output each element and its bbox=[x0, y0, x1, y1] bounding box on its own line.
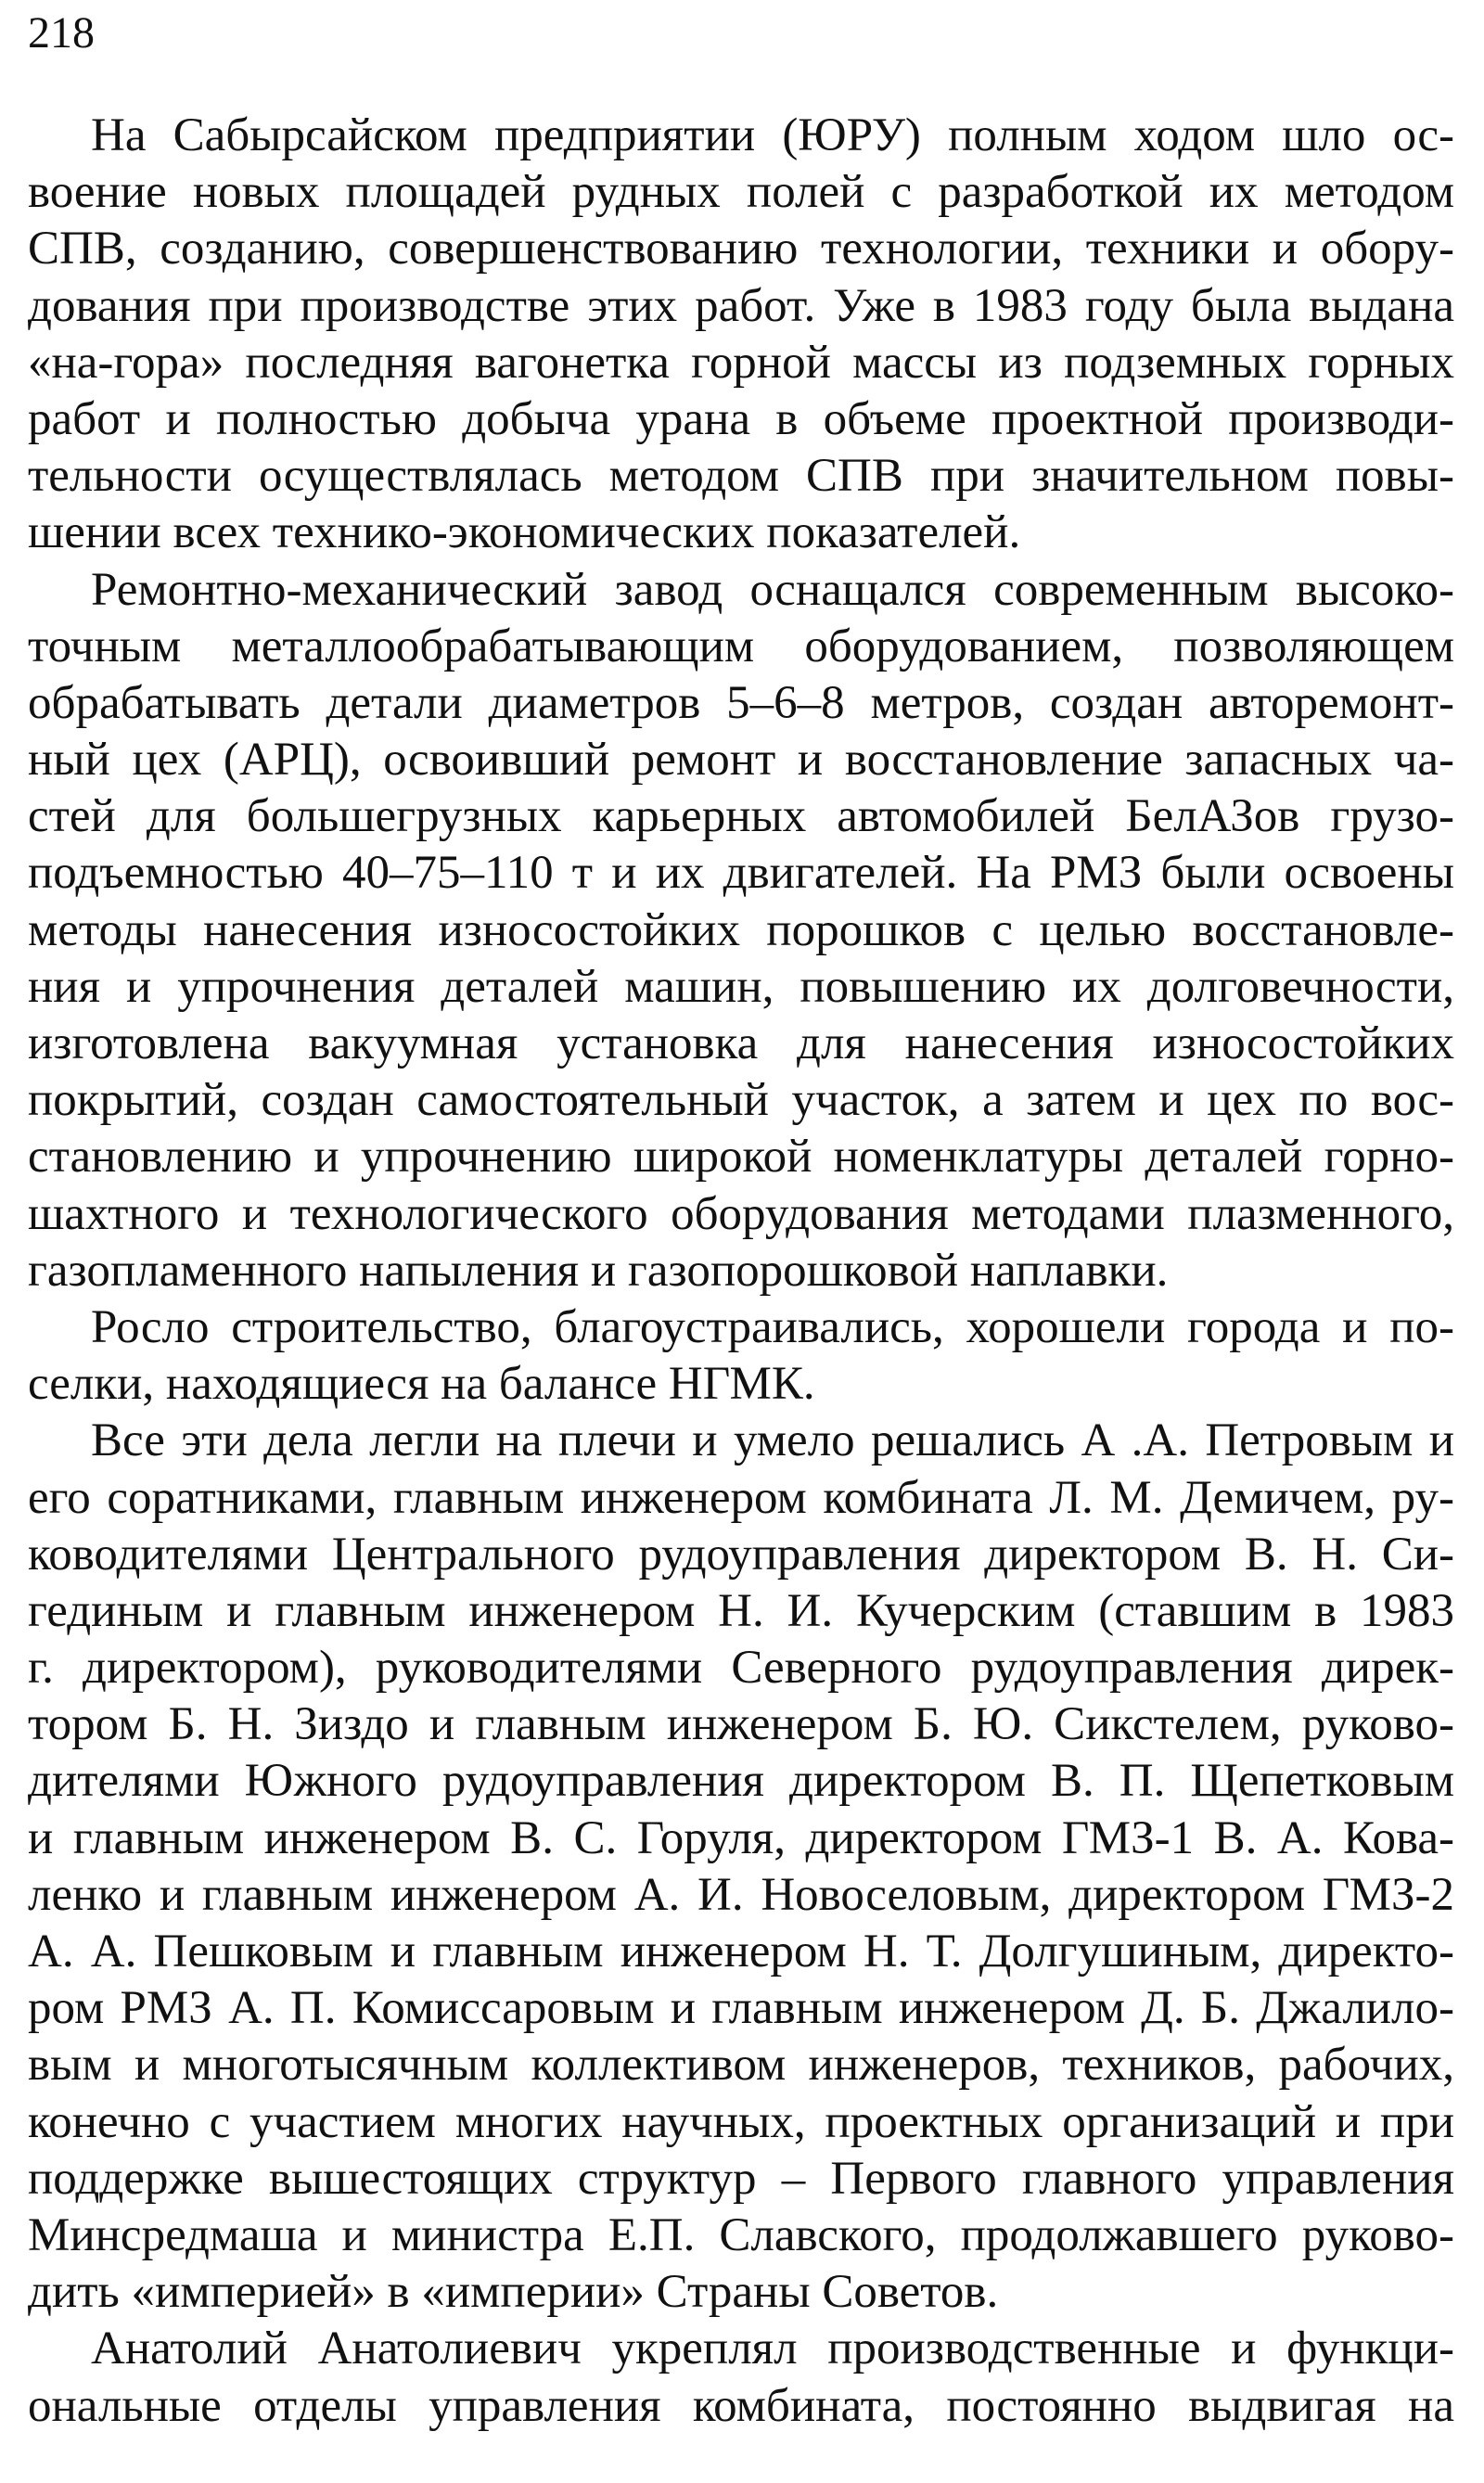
text-line: дить «империей» в «империи» Страны Советов. bbox=[28, 2266, 999, 2319]
text-line: «на-гора» последняя вагонетка горной массы из подземных горных bbox=[28, 336, 1454, 389]
text-line: покрытий, создан самостоятельный участок, а затем и цех по вос- bbox=[28, 1074, 1454, 1127]
text-line: ональные отделы управления комбината, постоянно выдвигая на bbox=[28, 2379, 1454, 2432]
text-line: селки, находящиеся на балансе НГМК. bbox=[28, 1358, 815, 1411]
text-line: работ и полностью добыча урана в объеме проектной производи- bbox=[28, 392, 1454, 445]
text-line: Минсредмаша и министра Е.П. Славского, продолжавшего руково- bbox=[28, 2208, 1454, 2261]
text-line: вым и многотысячным коллективом инженеров, техников, рабочих, bbox=[28, 2039, 1454, 2092]
text-line: газопламенного напыления и газопорошковой наплавки. bbox=[28, 1244, 1169, 1297]
text-line: Росло строительство, благоустраивались, хорошели города и по- bbox=[91, 1300, 1454, 1353]
text-line: Ремонтно-механический завод оснащался современным высоко- bbox=[91, 563, 1454, 616]
text-body bbox=[28, 108, 1454, 2435]
text-line: ленко и главным инженером А. И. Новоселовым, директором ГМЗ-2 bbox=[28, 1868, 1454, 1921]
text-line: ный цех (АРЦ), освоивший ремонт и восстановление запасных ча- bbox=[28, 734, 1454, 787]
text-line: г. директором), руководителями Северного рудоуправления дирек- bbox=[28, 1642, 1454, 1695]
paragraph bbox=[28, 562, 1454, 1299]
text-line: изготовлена вакуумная установка для нанесения износостойких bbox=[28, 1018, 1454, 1069]
text-line: становлению и упрочнению широкой номенклатуры деталей горно- bbox=[28, 1131, 1454, 1184]
text-line: стей для большегрузных карьерных автомобилей БелАЗов грузо- bbox=[28, 790, 1454, 843]
text-line: СПВ, созданию, совершенствованию технологии, техники и обору- bbox=[28, 223, 1454, 275]
text-line: дования при производстве этих работ. Уже в 1983 году была выдана bbox=[28, 279, 1454, 332]
text-line: обрабатывать детали диаметров 5–6–8 метров, создан авторемонт- bbox=[28, 676, 1454, 729]
text-line: Анатолий Анатолиевич укреплял производственные и функци- bbox=[91, 2323, 1454, 2375]
text-line: тором Б. Н. Зиздо и главным инженером Б. Ю. Сикстелем, руково- bbox=[28, 1698, 1454, 1751]
text-line: шении всех технико-экономических показателей. bbox=[28, 506, 1021, 559]
text-line: На Сабырсайском предприятии (ЮРУ) полным ходом шло ос- bbox=[91, 109, 1454, 161]
text-line: ния и упрочнения деталей машин, повышению их долговечности, bbox=[28, 960, 1454, 1013]
text-line: Все эти дела легли на плечи и умело решались А .А. Петровым и bbox=[91, 1414, 1454, 1467]
text-line: ководителями Центрального рудоуправления директором В. Н. Си- bbox=[28, 1528, 1454, 1581]
paragraph bbox=[28, 108, 1454, 562]
text-line: дителями Южного рудоуправления директором В. П. Щепетковым bbox=[28, 1755, 1454, 1808]
text-line: А. А. Пешковым и главным инженером Н. Т. Долгушиным, директо- bbox=[28, 1926, 1454, 1977]
text-line: подъемностью 40–75–110 т и их двигателей. На РМЗ были освоены bbox=[28, 847, 1454, 900]
text-line: поддержке вышестоящих структур – Первого главного управления bbox=[28, 2152, 1454, 2205]
text-line: конечно с участием многих научных, проектных организаций и при bbox=[28, 2095, 1454, 2148]
text-line: и главным инженером В. С. Горуля, директором ГМЗ-1 В. А. Кова- bbox=[28, 1811, 1454, 1864]
text-line: ром РМЗ А. П. Комиссаровым и главным инженером Д. Б. Джалило- bbox=[28, 1982, 1454, 2035]
paragraph bbox=[28, 2321, 1454, 2434]
text-line: воение новых площадей рудных полей с разработкой их методом bbox=[28, 166, 1454, 219]
text-line: его соратниками, главным инженером комбината Л. М. Демичем, ру- bbox=[28, 1471, 1454, 1524]
text-line: тельности осуществлялась методом СПВ при значительном повы- bbox=[28, 450, 1454, 503]
text-line: методы нанесения износостойких порошков с целью восстановле- bbox=[28, 903, 1454, 956]
text-line: гединым и главным инженером Н. И. Кучерским (ставшим в 1983 bbox=[28, 1584, 1454, 1637]
text-line: точным металлообрабатывающим оборудованием, позволяющем bbox=[28, 620, 1454, 672]
text-line: шахтного и технологического оборудования методами плазменного, bbox=[28, 1187, 1454, 1240]
page-number: 218 bbox=[28, 8, 95, 58]
paragraph bbox=[28, 1413, 1454, 2321]
paragraph bbox=[28, 1299, 1454, 1413]
